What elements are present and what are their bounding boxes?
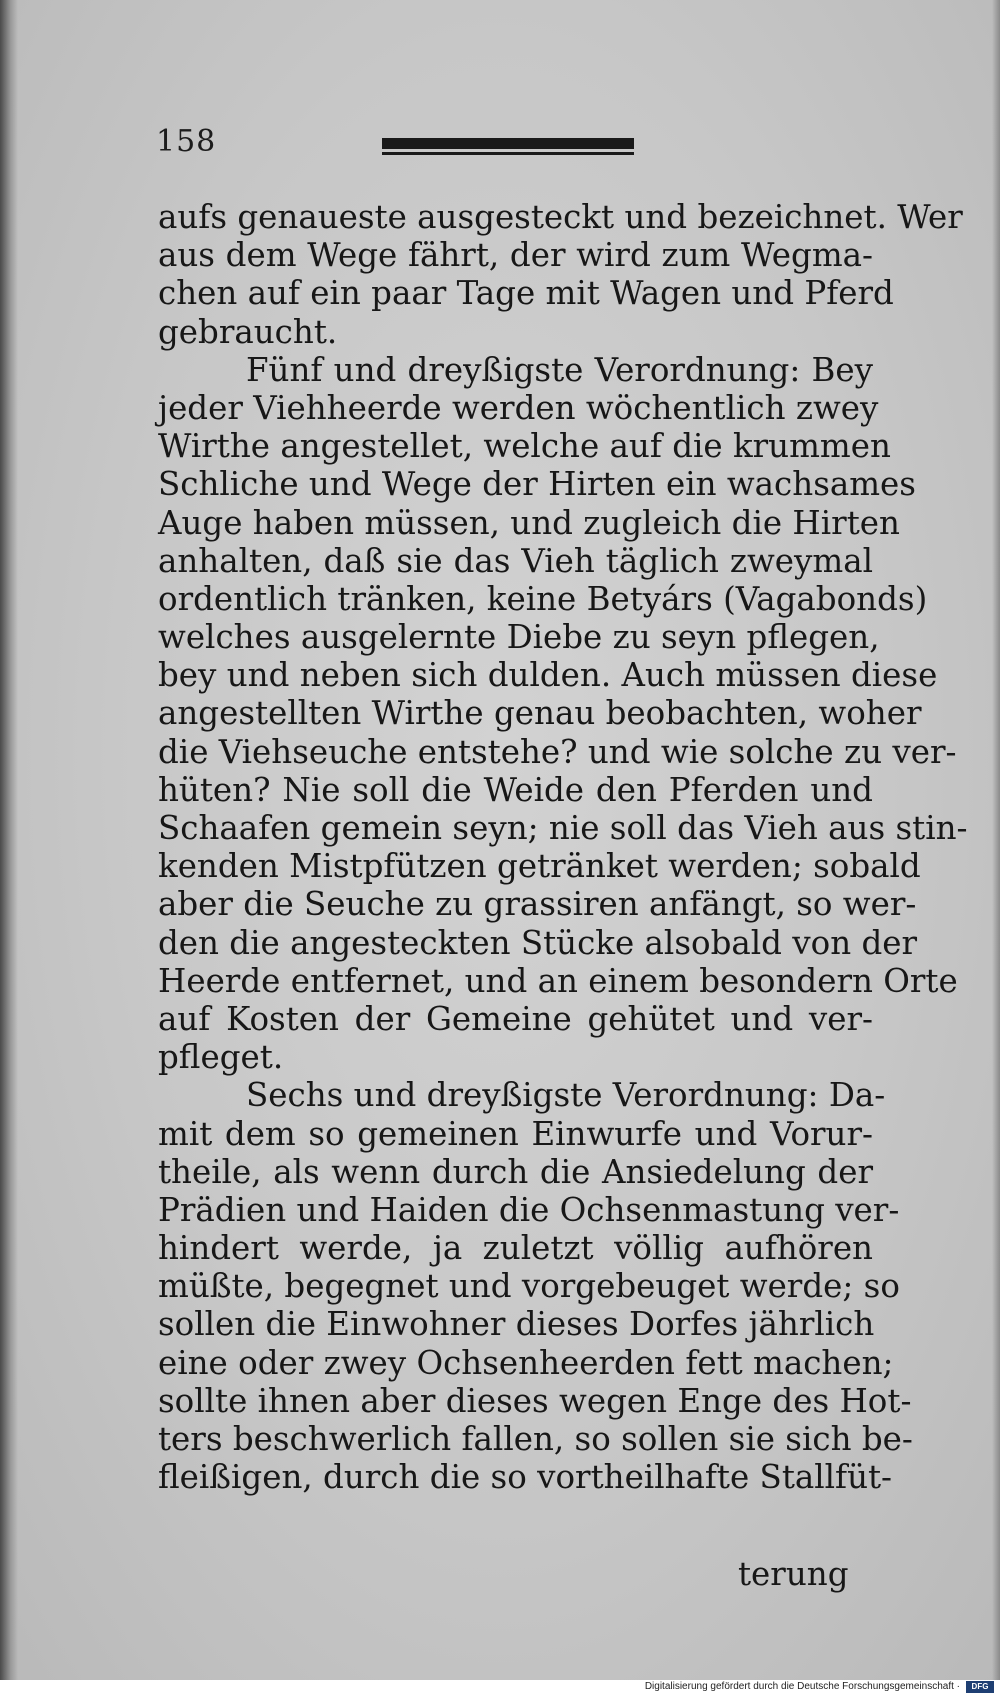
text-line: pfleget. xyxy=(158,1038,284,1077)
text-line: Prädien und Haiden die Ochsenmastung ver- xyxy=(158,1190,900,1229)
text-line: anhalten, daß sie das Vieh täglich zweymal xyxy=(158,541,873,580)
footer-credit: Digitalisierung gefördert durch die Deutsche Forschungsgemeinschaft · xyxy=(644,1681,960,1692)
section-heading-line: Sechs und dreyßigste Verordnung: Da- xyxy=(246,1076,886,1115)
text-line: jeder Viehheerde werden wöchentlich zwey xyxy=(158,388,879,427)
text-line: hindert werde, ja zuletzt völlig aufhören xyxy=(158,1229,873,1268)
text-line: angestellten Wirthe genau beobachten, woher xyxy=(158,694,922,733)
text-line: sollen die Einwohner dieses Dorfes jährlich xyxy=(158,1305,875,1344)
header-rule-thin xyxy=(382,152,634,155)
text-line: theile, als wenn durch die Ansiedelung der xyxy=(158,1152,873,1191)
text-line: kenden Mistpfützen getränket werden; sobald xyxy=(158,847,921,886)
catchword: terung xyxy=(738,1555,849,1593)
section-heading-line: Fünf und dreyßigste Verordnung: Bey xyxy=(246,350,873,389)
text-line: mit dem so gemeinen Einwurfe und Vorur- xyxy=(158,1114,873,1153)
text-line: chen auf ein paar Tage mit Wagen und Pferd xyxy=(158,274,894,313)
header-rule-thick xyxy=(382,138,634,149)
text-line: Schliche und Wege der Hirten ein wachsames xyxy=(158,465,916,504)
text-line: die Viehseuche entstehe? und wie solche zu ver- xyxy=(158,732,957,771)
text-line: ters beschwerlich fallen, so sollen sie sich be- xyxy=(158,1420,913,1458)
text-line: aber die Seuche zu grassiren anfängt, so wer- xyxy=(158,885,917,924)
page-edge-shadow xyxy=(992,0,1000,1680)
text-line: auf Kosten der Gemeine gehütet und ver- xyxy=(158,999,873,1038)
text-line: hüten? Nie soll die Weide den Pferden und xyxy=(158,770,873,809)
page-number: 158 xyxy=(156,124,217,159)
text-line: eine oder zwey Ochsenheerden fett machen; xyxy=(158,1343,894,1382)
text-line: sollte ihnen aber dieses wegen Enge des Hot- xyxy=(158,1381,912,1420)
text-line: Auge haben müssen, und zugleich die Hirten xyxy=(158,503,900,542)
text-line: ordentlich tränken, keine Betyárs (Vagabonds) xyxy=(158,579,928,618)
text-line: aus dem Wege fährt, der wird zum Wegma- xyxy=(158,236,873,275)
header-rule xyxy=(382,138,634,156)
text-line: Schaafen gemein seyn; nie soll das Vieh aus stin- xyxy=(158,809,968,847)
text-line: bey und neben sich dulden. Auch müssen diese xyxy=(158,656,938,695)
text-line: aufs genaueste ausgesteckt und bezeichnet. Wer xyxy=(158,198,963,236)
text-line: Heerde entfernet, und an einem besondern Orte xyxy=(158,961,958,1000)
text-line: gebraucht. xyxy=(158,312,338,351)
text-line: Wirthe angestellet, welche auf die krummen xyxy=(158,427,891,466)
text-line: müßte, begegnet und vorgebeuget werde; so xyxy=(158,1267,900,1306)
text-line: fleißigen, durch die so vortheilhafte Stallfüt- xyxy=(158,1458,893,1497)
text-line: welches ausgelernte Diebe zu seyn pflegen, xyxy=(158,618,880,657)
body-text xyxy=(158,198,968,1497)
binding-shadow xyxy=(0,0,18,1680)
dfg-logo: DFG xyxy=(966,1681,994,1693)
digitization-footer xyxy=(0,1680,1000,1694)
text-line: den die angesteckten Stücke alsobald von der xyxy=(158,923,918,962)
